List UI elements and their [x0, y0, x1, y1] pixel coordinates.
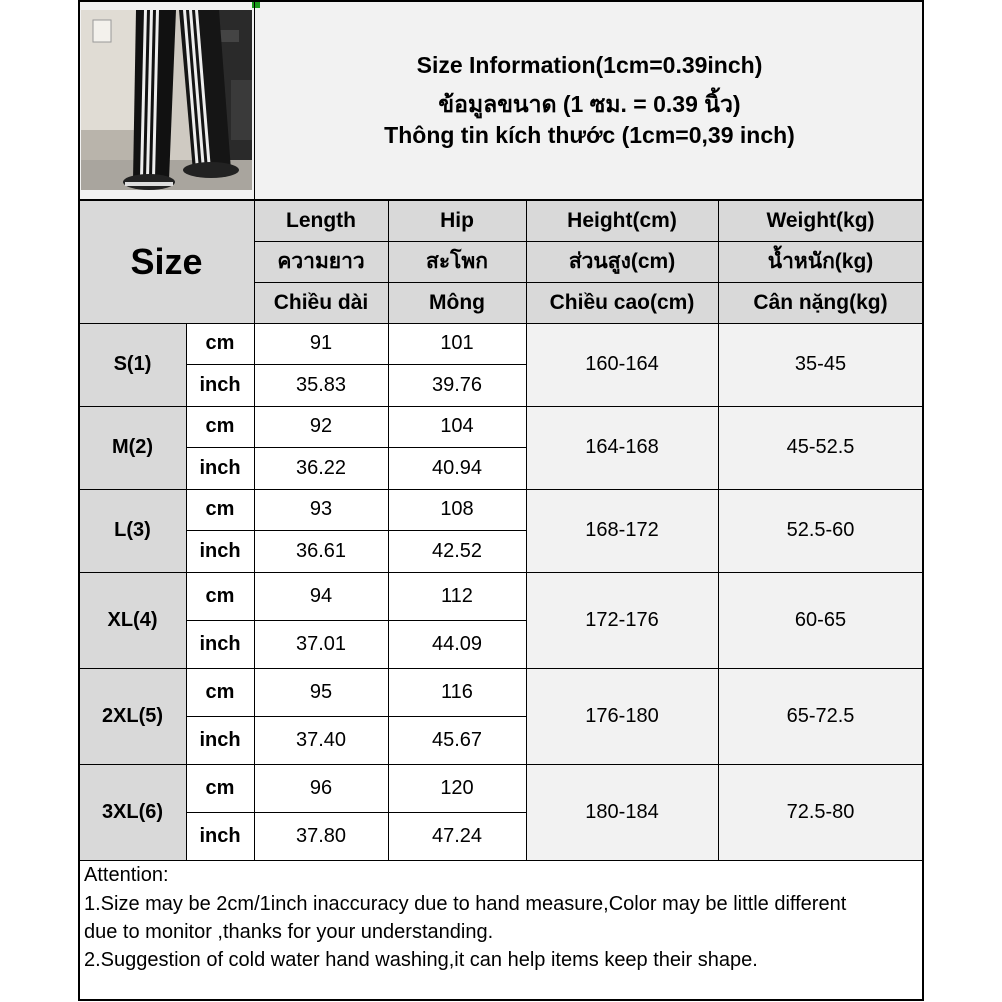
unit-cm: cm: [186, 323, 254, 364]
attention-line-2: due to monitor ,thanks for your understanding.: [84, 921, 494, 943]
length-inch: 36.61: [254, 530, 388, 572]
pants-image: [81, 10, 252, 190]
unit-inch: inch: [186, 364, 254, 406]
title-thai: ข้อมูลขนาด (1 ซม. = 0.39 นิ้ว): [438, 91, 741, 117]
length-inch: 37.40: [254, 716, 388, 764]
col-weight-vi: Cân nặng(kg): [718, 282, 923, 323]
col-height-vi: Chiều cao(cm): [526, 282, 718, 323]
unit-inch: inch: [186, 716, 254, 764]
weight-range: 35-45: [718, 323, 923, 406]
length-cm: 94: [254, 572, 388, 620]
weight-range: 65-72.5: [718, 668, 923, 764]
height-range: 164-168: [526, 406, 718, 489]
col-length-th: ความยาว: [254, 241, 388, 282]
height-range: 176-180: [526, 668, 718, 764]
length-cm: 92: [254, 406, 388, 447]
hip-inch: 42.52: [388, 530, 526, 572]
col-hip-th: สะโพก: [388, 241, 526, 282]
unit-cm: cm: [186, 406, 254, 447]
length-cm: 91: [254, 323, 388, 364]
hip-cm: 116: [388, 668, 526, 716]
unit-cm: cm: [186, 668, 254, 716]
weight-range: 72.5-80: [718, 764, 923, 860]
col-hip-vi: Mông: [388, 282, 526, 323]
hip-inch: 45.67: [388, 716, 526, 764]
title-vietnamese: Thông tin kích thước (1cm=0,39 inch): [384, 122, 795, 148]
size-label: XL(4): [79, 572, 186, 668]
unit-cm: cm: [186, 572, 254, 620]
size-label: 2XL(5): [79, 668, 186, 764]
hip-inch: 39.76: [388, 364, 526, 406]
length-cm: 95: [254, 668, 388, 716]
attention-line-3: 2.Suggestion of cold water hand washing,it can help items keep their shape.: [84, 949, 758, 971]
length-inch: 37.80: [254, 812, 388, 860]
size-header: Size: [79, 200, 254, 323]
height-range: 168-172: [526, 489, 718, 572]
col-length-vi: Chiều dài: [254, 282, 388, 323]
hip-inch: 40.94: [388, 447, 526, 489]
attention-line-1: 1.Size may be 2cm/1inch inaccuracy due to hand measure,Color may be little different: [84, 893, 847, 915]
hip-cm: 104: [388, 406, 526, 447]
unit-cm: cm: [186, 489, 254, 530]
hip-inch: 44.09: [388, 620, 526, 668]
col-length-en: Length: [254, 200, 388, 241]
col-height-th: ส่วนสูง(cm): [526, 241, 718, 282]
height-range: 180-184: [526, 764, 718, 860]
size-label: 3XL(6): [79, 764, 186, 860]
length-inch: 35.83: [254, 364, 388, 406]
size-label: L(3): [79, 489, 186, 572]
size-label: S(1): [79, 323, 186, 406]
hip-cm: 112: [388, 572, 526, 620]
weight-range: 52.5-60: [718, 489, 923, 572]
height-range: 172-176: [526, 572, 718, 668]
length-inch: 36.22: [254, 447, 388, 489]
unit-cm: cm: [186, 764, 254, 812]
length-inch: 37.01: [254, 620, 388, 668]
unit-inch: inch: [186, 530, 254, 572]
attention-heading: Attention:: [84, 864, 169, 886]
length-cm: 93: [254, 489, 388, 530]
weight-range: 45-52.5: [718, 406, 923, 489]
size-label: M(2): [79, 406, 186, 489]
hip-cm: 101: [388, 323, 526, 364]
unit-inch: inch: [186, 620, 254, 668]
hip-cm: 120: [388, 764, 526, 812]
col-weight-en: Weight(kg): [718, 200, 923, 241]
product-photo: [81, 10, 252, 190]
title-english: Size Information(1cm=0.39inch): [416, 52, 763, 78]
unit-inch: inch: [186, 812, 254, 860]
col-hip-en: Hip: [388, 200, 526, 241]
height-range: 160-164: [526, 323, 718, 406]
col-weight-th: น้ำหนัก(kg): [718, 241, 923, 282]
hip-inch: 47.24: [388, 812, 526, 860]
col-height-en: Height(cm): [526, 200, 718, 241]
hip-cm: 108: [388, 489, 526, 530]
length-cm: 96: [254, 764, 388, 812]
weight-range: 60-65: [718, 572, 923, 668]
unit-inch: inch: [186, 447, 254, 489]
